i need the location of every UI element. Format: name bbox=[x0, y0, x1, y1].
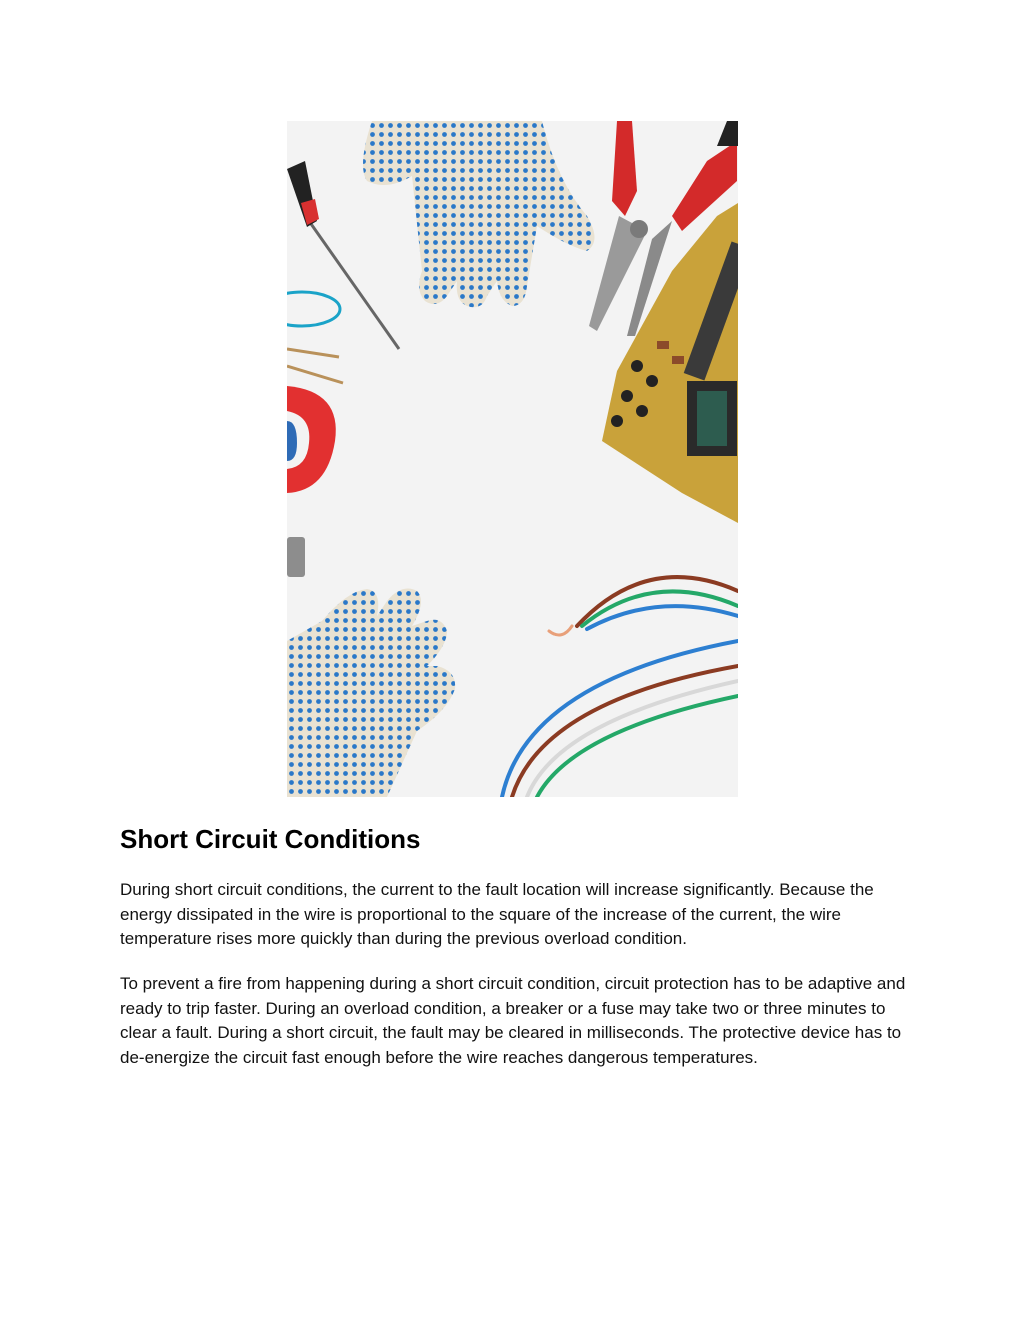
connector bbox=[287, 537, 305, 577]
paragraph-circuit-protection: To prevent a fire from happening during a short circuit condition, circuit protection has to be adaptive and ready to trip faster. During an overload condition, a breaker or a fuse may take two or three minutes to clear a fault. During a short circuit, the fault may be cleared in milliseconds. The protective device has to de-energize the circuit fast enough before the wire reaches dangerous temperatures. bbox=[120, 974, 906, 1067]
electrical-tools-photo bbox=[287, 121, 738, 797]
paragraph-short-circuit-current: During short circuit conditions, the current to the fault location will increase significantly. Because the energy dissipated in the wire is proportional to the square of the increase of the current, the wire temperature rises more quickly than during the previous overload condition. bbox=[120, 880, 874, 948]
section-heading: Short Circuit Conditions bbox=[120, 824, 421, 854]
